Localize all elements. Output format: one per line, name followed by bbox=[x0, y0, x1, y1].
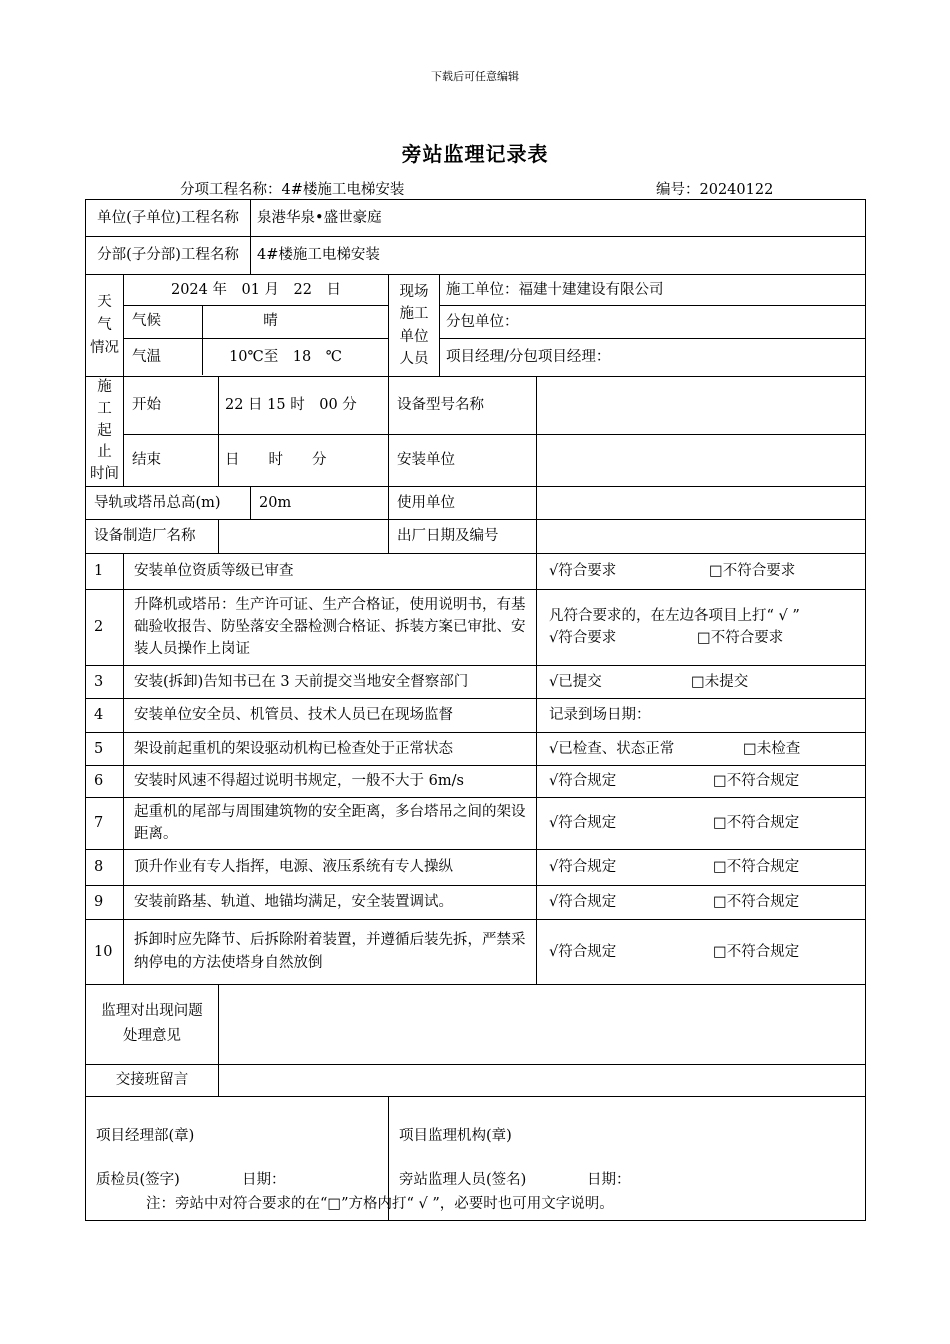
right-date: 日期： bbox=[587, 1172, 631, 1189]
install-unit-label: 安装单位 bbox=[389, 434, 537, 486]
weather-date: 2024 年 01 月 22 日 bbox=[124, 275, 388, 305]
item-result bbox=[537, 919, 866, 984]
subcontractor-unit: 分包单位： bbox=[440, 306, 866, 339]
left-signer: 质检员(签字) bbox=[96, 1172, 180, 1189]
item-no: 7 bbox=[86, 797, 124, 849]
left-date: 日期： bbox=[242, 1172, 286, 1189]
item-result bbox=[537, 665, 866, 698]
item-row-7 bbox=[86, 797, 866, 849]
check-fail[interactable]: □不符合规定 bbox=[713, 815, 800, 832]
model-value bbox=[537, 377, 866, 435]
project-manager: 项目经理/分包项目经理： bbox=[446, 349, 611, 366]
climate-label: 气候 bbox=[124, 305, 203, 338]
start-value: 22 日 15 时 00 分 bbox=[219, 377, 389, 435]
factory-value bbox=[537, 519, 866, 553]
item-no: 2 bbox=[86, 589, 124, 665]
division-project-label: 分部(子分部)工程名称 bbox=[86, 237, 251, 275]
check-pass[interactable]: √符合规定 bbox=[549, 815, 617, 832]
temp-value: 10℃至 18 ℃ bbox=[229, 348, 342, 365]
manufacturer-label: 设备制造厂名称 bbox=[86, 519, 219, 553]
site-staff-label: 现场 施工 单位 人员 bbox=[389, 275, 440, 376]
record-table bbox=[85, 199, 866, 1221]
item-result bbox=[537, 765, 866, 797]
item-result bbox=[537, 589, 866, 665]
handover-value[interactable] bbox=[219, 1064, 866, 1096]
left-dept: 项目经理部(章) bbox=[96, 1127, 195, 1144]
right-dept: 项目监理机构(章) bbox=[399, 1127, 512, 1144]
item-text: 架设前起重机的架设驱动机构已检查处于正常状态 bbox=[124, 732, 537, 765]
check-pass[interactable]: √符合规定 bbox=[549, 894, 617, 911]
right-signer: 旁站监理人员(签名) bbox=[399, 1172, 527, 1189]
check-pass[interactable]: √符合规定 bbox=[549, 943, 617, 960]
subproject-label: 分项工程名称：4#楼施工电梯安装 bbox=[180, 182, 405, 198]
item-result bbox=[537, 797, 866, 849]
end-value: 日 时 分 bbox=[219, 434, 389, 486]
check-pass[interactable]: √符合要求 bbox=[549, 563, 617, 580]
item-row-6 bbox=[86, 765, 866, 797]
check-fail[interactable]: □未检查 bbox=[743, 740, 801, 757]
item-no: 10 bbox=[86, 919, 124, 984]
item-no: 8 bbox=[86, 849, 124, 885]
weather-label: 天 气 情况 bbox=[86, 275, 124, 377]
check-pass[interactable]: √符合规定 bbox=[549, 859, 617, 876]
item-no: 9 bbox=[86, 885, 124, 919]
use-unit-value bbox=[537, 486, 866, 519]
manufacturer-value bbox=[219, 519, 389, 553]
factory-label: 出厂日期及编号 bbox=[389, 519, 537, 553]
use-unit-label: 使用单位 bbox=[389, 486, 537, 519]
climate-value: 晴 bbox=[203, 305, 389, 338]
check-fail[interactable]: □不符合要求 bbox=[709, 563, 796, 580]
item-text: 顶升作业有专人指挥，电源、液压系统有专人操纵 bbox=[124, 849, 537, 885]
item-no: 4 bbox=[86, 698, 124, 732]
height-value: 20m bbox=[251, 486, 389, 519]
check-fail[interactable]: □不符合规定 bbox=[713, 894, 800, 911]
temp-label: 气温 bbox=[124, 338, 203, 375]
code-label: 编号：20240122 bbox=[656, 182, 774, 198]
check-fail[interactable]: □不符合规定 bbox=[713, 859, 800, 876]
height-label: 导轨或塔吊总高(m) bbox=[86, 486, 251, 519]
check-pass[interactable]: √已检查、状态正常 bbox=[549, 740, 675, 757]
item-text: 安装单位资质等级已审查 bbox=[124, 553, 537, 589]
start-label: 开始 bbox=[124, 377, 219, 435]
item-row-1 bbox=[86, 553, 866, 589]
item-text: 安装前路基、轨道、地锚均满足，安全装置调试。 bbox=[124, 885, 537, 919]
model-label: 设备型号名称 bbox=[389, 377, 537, 435]
item-note: 凡符合要求的，在左边各项目上打“ √ ” bbox=[549, 607, 800, 624]
header-note: 下载后可任意编辑 bbox=[431, 70, 519, 83]
item-no: 3 bbox=[86, 665, 124, 698]
division-project-value: 4#楼施工电梯安装 bbox=[251, 237, 866, 275]
page-title: 旁站监理记录表 bbox=[401, 142, 549, 166]
opinion-label: 监理对出现问题处理意见 bbox=[86, 984, 219, 1064]
item-text: 安装时风速不得超过说明书规定，一般不大于 6m/s bbox=[124, 765, 537, 797]
check-fail[interactable]: □未提交 bbox=[691, 673, 749, 690]
item-text: 起重机的尾部与周围建筑物的安全距离，多台塔吊之间的架设距离。 bbox=[124, 797, 537, 849]
item-row-5 bbox=[86, 732, 866, 765]
item-result bbox=[537, 698, 866, 732]
item-result bbox=[537, 849, 866, 885]
item-text: 升降机或塔吊：生产许可证、生产合格证，使用说明书，有基础验收报告、防坠落安全器检测合格证、拆装方案已审批、安装人员操作上岗证 bbox=[124, 589, 537, 665]
check-fail[interactable]: □不符合要求 bbox=[697, 630, 784, 647]
item-row-3 bbox=[86, 665, 866, 698]
unit-project-value: 泉港华泉•盛世豪庭 bbox=[251, 200, 866, 237]
footnote: 注：旁站中对符合要求的在“□”方格内打“ √ ”，必要时也可用文字说明。 bbox=[146, 1196, 614, 1212]
unit-project-label: 单位(子单位)工程名称 bbox=[86, 200, 251, 237]
item-text: 安装单位安全员、机管员、技术人员已在现场监督 bbox=[124, 698, 537, 732]
time-label: 施 工 起 止 时间 bbox=[86, 377, 124, 487]
item-text: 拆卸时应先降节、后拆除附着装置，并遵循后装先拆，严禁采纳停电的方法使塔身自然放倒 bbox=[124, 919, 537, 984]
item-row-9 bbox=[86, 885, 866, 919]
check-pass[interactable]: √符合规定 bbox=[549, 773, 617, 790]
opinion-value[interactable] bbox=[219, 984, 866, 1064]
item-result bbox=[537, 885, 866, 919]
item-result bbox=[537, 553, 866, 589]
item-text: 安装(拆卸)告知书已在 3 天前提交当地安全督察部门 bbox=[124, 665, 537, 698]
handover-label: 交接班留言 bbox=[86, 1064, 219, 1096]
check-pass[interactable]: √符合要求 bbox=[549, 630, 617, 647]
item-row-8 bbox=[86, 849, 866, 885]
item-no: 6 bbox=[86, 765, 124, 797]
arrival-date-label: 记录到场日期： bbox=[549, 707, 651, 724]
construction-unit: 施工单位：福建十建建设有限公司 bbox=[440, 275, 866, 306]
item-no: 5 bbox=[86, 732, 124, 765]
end-label: 结束 bbox=[124, 434, 219, 486]
item-result bbox=[537, 732, 866, 765]
item-row-2 bbox=[86, 589, 866, 665]
item-row-4 bbox=[86, 698, 866, 732]
check-pass[interactable]: √已提交 bbox=[549, 673, 602, 690]
item-no: 1 bbox=[86, 553, 124, 589]
check-fail[interactable]: □不符合规定 bbox=[713, 773, 800, 790]
install-unit-value bbox=[537, 434, 866, 486]
item-row-10 bbox=[86, 919, 866, 984]
check-fail[interactable]: □不符合规定 bbox=[713, 943, 800, 960]
